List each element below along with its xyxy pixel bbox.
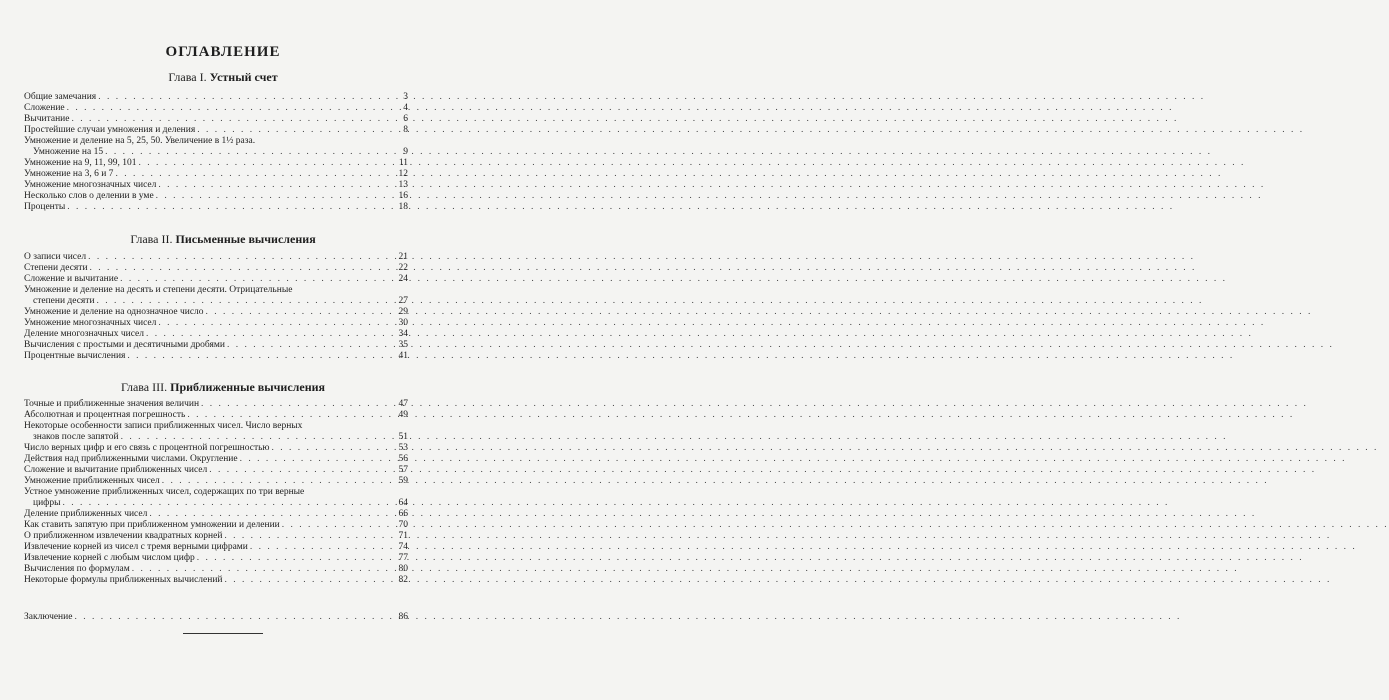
toc-entry[interactable]: Сложение и вычитание приближенных чисел . . . 57 (24, 465, 408, 476)
toc-entry[interactable]: Умножение многозначных чисел . . . 13 (24, 180, 408, 191)
toc-entry-line1[interactable]: Умножение и деление на десять и степени десяти. Отрицательные (24, 285, 293, 295)
toc-entry[interactable]: Умножение на 3, 6 и 7 . . . 12 (24, 169, 408, 180)
toc-title: ОГЛАВЛЕНИЕ (165, 44, 281, 60)
toc-entry[interactable]: Деление многозначных чисел . . . 34 (24, 329, 408, 340)
toc-entry[interactable]: Вычисления по формулам . . . 80 (24, 564, 408, 575)
toc-entry[interactable]: Умножение приближенных чисел . . . 59 (24, 476, 408, 487)
chapter-label: Глава I. (168, 70, 207, 84)
chapter-name: Приближенные вычисления (170, 380, 326, 394)
end-rule (183, 633, 263, 634)
toc-entry[interactable]: Точные и приближенные значения величин . . . 47 (24, 399, 408, 410)
chapter-heading (24, 232, 422, 246)
toc-entry[interactable]: Процентные вычисления . . . 41 (24, 351, 408, 362)
toc-entry-line2[interactable]: Умножение на 15 . . . 9 (24, 147, 408, 158)
chapter-heading (24, 380, 422, 394)
toc-entry[interactable]: Вычитание . . . 6 (24, 114, 408, 125)
toc-entry[interactable]: Общие замечания . . . 3 (24, 92, 408, 103)
toc-entry[interactable]: Извлечение корней с любым числом цифр . . . 77 (24, 553, 408, 564)
toc-entry[interactable]: Некоторые формулы приближенных вычислений . . . 82 (24, 575, 408, 586)
toc-entry-line1[interactable]: Устное умножение приближенных чисел, содержащих по три верные (24, 487, 305, 497)
toc-entry[interactable]: Умножение на 9, 11, 99, 101 . . . 11 (24, 158, 408, 169)
toc-entry[interactable]: Абсолютная и процентная погрешность . . . 49 (24, 410, 408, 421)
chapter-2-entries (24, 252, 408, 362)
toc-entry-line1[interactable]: Умножение и деление на 5, 25, 50. Увеличение в 1½ раза. (24, 136, 256, 146)
chapter-3-entries (24, 399, 408, 586)
toc-entry-conclusion[interactable]: Заключение . . . 86 (24, 612, 408, 623)
toc-entry[interactable]: Вычисления с простыми и десятичными дробями . . . 35 (24, 340, 408, 351)
toc-entry[interactable]: Умножение и деление на однозначное число . . . 29 (24, 307, 408, 318)
toc-entry-line1[interactable]: Некоторые особенности записи приближенных чисел. Число верных (24, 421, 303, 431)
chapter-label: Глава III. (120, 380, 168, 394)
toc-entry-line2[interactable]: степени десяти . . . 27 (24, 296, 408, 307)
toc-entry[interactable]: Число верных цифр и его связь с процентной погрешностью . . . 53 (24, 443, 408, 454)
chapter-heading (24, 70, 422, 84)
chapter-1-entries (24, 92, 408, 213)
conclusion-section (24, 612, 408, 623)
chapter-label: Глава II. (130, 232, 173, 246)
toc-entry-line2[interactable]: знаков после запятой . . . 51 (24, 432, 408, 443)
toc-entry[interactable]: Степени десяти . . . 22 (24, 263, 408, 274)
toc-entry[interactable]: Деление приближенных чисел . . . 66 (24, 509, 408, 520)
toc-entry[interactable]: Проценты . . . 18 (24, 202, 408, 213)
toc-entry[interactable]: Сложение и вычитание . . . 24 (24, 274, 408, 285)
chapter-name: Устный счет (209, 70, 278, 84)
toc-entry[interactable]: О записи чисел . . . 21 (24, 252, 408, 263)
toc-entry[interactable]: Как ставить запятую при приближенном умножении и делении . . . 70 (24, 520, 408, 531)
toc-entry[interactable]: Сложение . . . 4 (24, 103, 408, 114)
toc-entry-line2[interactable]: цифры . . . 64 (24, 498, 408, 509)
toc-entry[interactable]: О приближенном извлечении квадратных корней . . . 71 (24, 531, 408, 542)
toc-entry[interactable]: Извлечение корней из чисел с тремя верными цифрами . . . 74 (24, 542, 408, 553)
toc-entry[interactable]: Умножение многозначных чисел . . . 30 (24, 318, 408, 329)
toc-page (0, 0, 446, 700)
toc-entry[interactable]: Простейшие случаи умножения и деления . . . 8 (24, 125, 408, 136)
toc-entry[interactable]: Действия над приближенными числами. Округление . . . 56 (24, 454, 408, 465)
chapter-name: Письменные вычисления (175, 232, 316, 246)
toc-entry[interactable]: Несколько слов о делении в уме . . . 16 (24, 191, 408, 202)
